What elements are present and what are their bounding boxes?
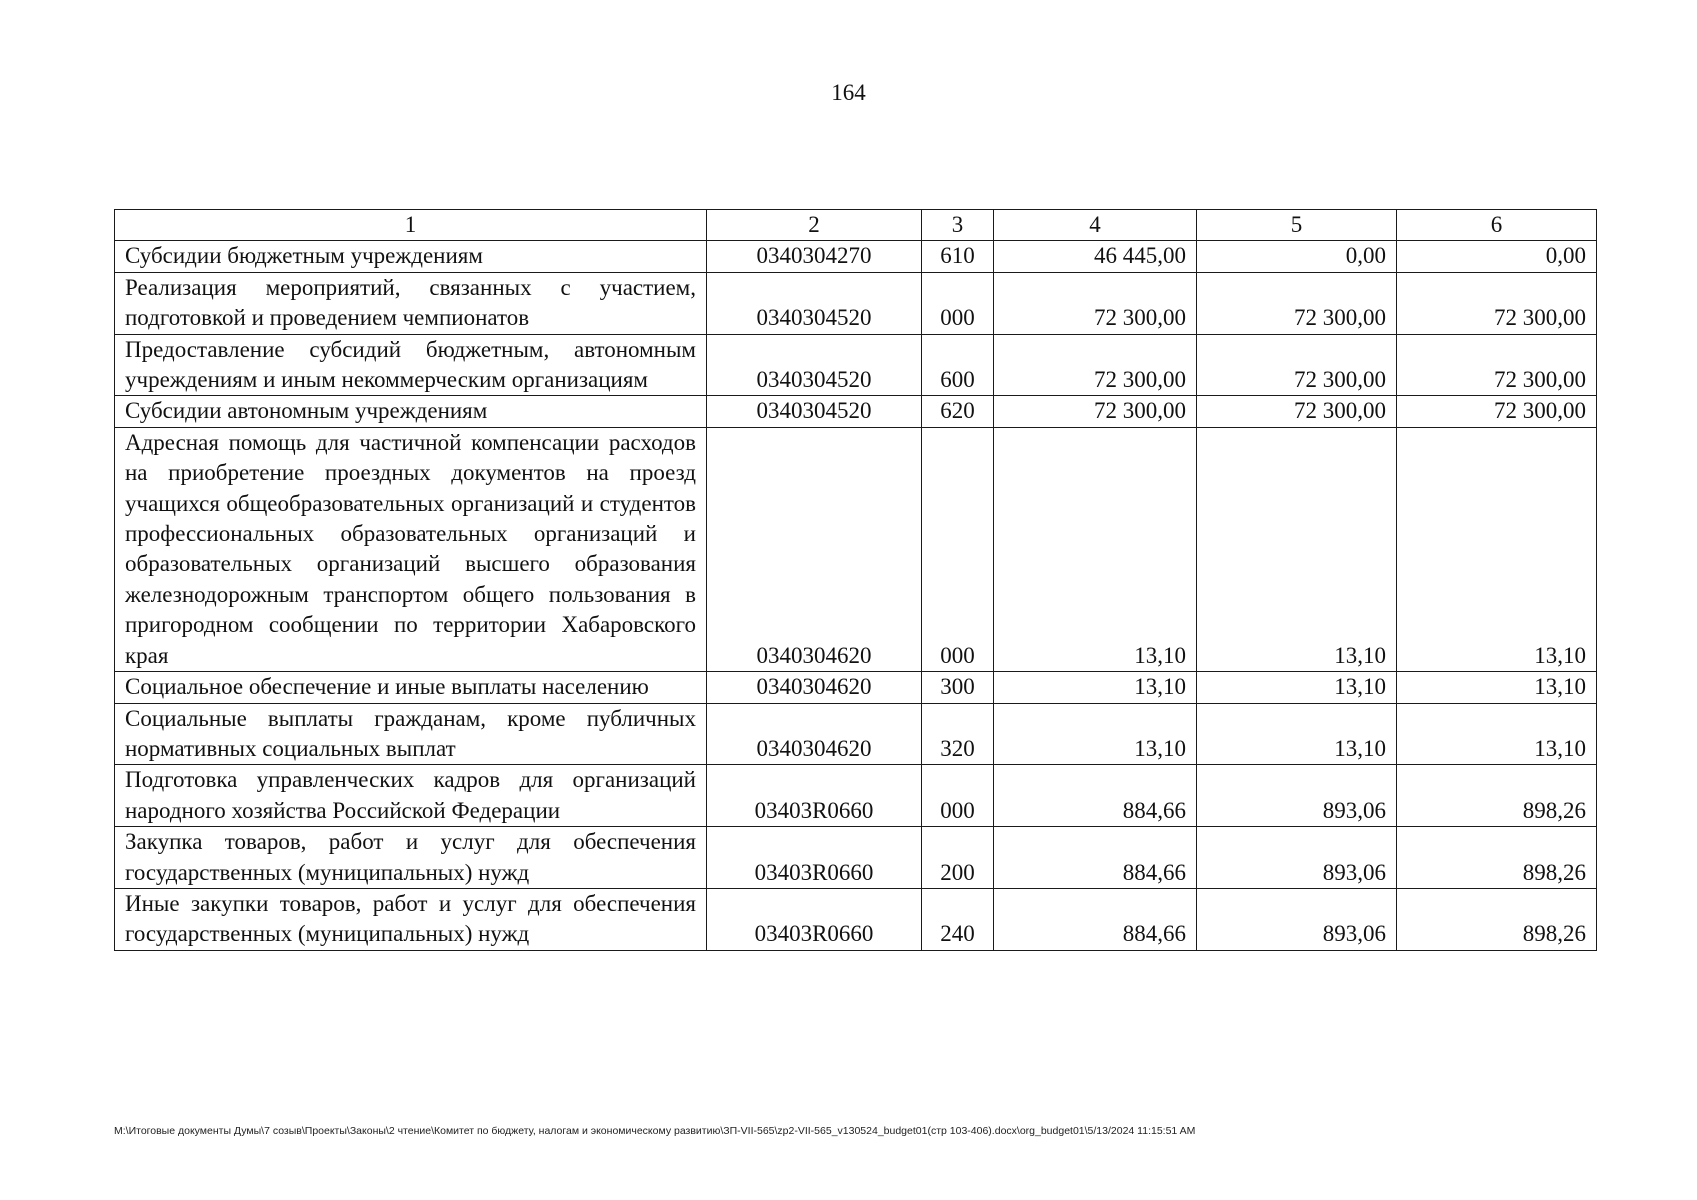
row-expense-type: 240 (922, 888, 994, 950)
row-amount-5: 72 300,00 (1197, 334, 1397, 396)
row-name: Социальные выплаты гражданам, кроме публичных нормативных социальных выплат (115, 703, 707, 765)
row-amount-6: 72 300,00 (1397, 334, 1597, 396)
row-expense-type: 600 (922, 334, 994, 396)
row-amount-6: 898,26 (1397, 765, 1597, 827)
row-amount-4: 13,10 (994, 427, 1197, 671)
row-target-code: 0340304620 (707, 427, 922, 671)
table-row (115, 241, 1597, 272)
row-amount-5: 13,10 (1197, 427, 1397, 671)
row-target-code: 03403R0660 (707, 827, 922, 889)
row-amount-4: 13,10 (994, 703, 1197, 765)
row-amount-6: 13,10 (1397, 703, 1597, 765)
row-amount-4: 72 300,00 (994, 396, 1197, 427)
row-expense-type: 200 (922, 827, 994, 889)
row-amount-6: 0,00 (1397, 241, 1597, 272)
table-row (115, 888, 1597, 950)
row-amount-4: 72 300,00 (994, 272, 1197, 334)
row-amount-5: 13,10 (1197, 672, 1397, 703)
row-amount-4: 884,66 (994, 765, 1197, 827)
document-file-path: M:\Итоговые документы Думы\7 созыв\Проекты\Законы\2 чтение\Комитет по бюджету, налогам и экономическому развитию\ЗП-VII-565\zp2-VII-565_v130524_budget01(стр 103-406).docx\org_budget01\5/13/2024 11:15:51 AM (114, 1125, 1196, 1137)
row-target-code: 0340304520 (707, 334, 922, 396)
row-name: Субсидии автономным учреждениям (115, 396, 707, 427)
row-target-code: 03403R0660 (707, 765, 922, 827)
row-expense-type: 320 (922, 703, 994, 765)
column-header: 6 (1397, 210, 1597, 241)
row-amount-4: 884,66 (994, 888, 1197, 950)
row-amount-5: 72 300,00 (1197, 272, 1397, 334)
table-row (115, 396, 1597, 427)
table-row (115, 334, 1597, 396)
row-name: Социальное обеспечение и иные выплаты населению (115, 672, 707, 703)
row-amount-4: 46 445,00 (994, 241, 1197, 272)
column-header: 5 (1197, 210, 1397, 241)
row-expense-type: 620 (922, 396, 994, 427)
row-target-code: 0340304620 (707, 703, 922, 765)
table-row (115, 765, 1597, 827)
row-amount-5: 893,06 (1197, 765, 1397, 827)
row-name: Реализация мероприятий, связанных с участием, подготовкой и проведением чемпионатов (115, 272, 707, 334)
row-target-code: 0340304520 (707, 396, 922, 427)
row-amount-5: 13,10 (1197, 703, 1397, 765)
row-target-code: 0340304520 (707, 272, 922, 334)
table-row (115, 272, 1597, 334)
row-name: Адресная помощь для частичной компенсации расходов на приобретение проездных документов на проезд учащихся общеобразовательных организаций и студентов профессиональных образовательных организаций и образовательных организаций высшего образования железнодорожным транспортом общего пользования в пригородном сообщении по территории Хабаровского края (115, 427, 707, 671)
row-expense-type: 000 (922, 272, 994, 334)
table-row (115, 427, 1597, 671)
row-name: Закупка товаров, работ и услуг для обеспечения государственных (муниципальных) нужд (115, 827, 707, 889)
row-expense-type: 000 (922, 765, 994, 827)
row-amount-6: 13,10 (1397, 427, 1597, 671)
row-amount-6: 13,10 (1397, 672, 1597, 703)
row-expense-type: 610 (922, 241, 994, 272)
table-row (115, 672, 1597, 703)
row-target-code: 0340304270 (707, 241, 922, 272)
row-expense-type: 300 (922, 672, 994, 703)
column-header: 1 (115, 210, 707, 241)
column-header: 3 (922, 210, 994, 241)
row-amount-4: 884,66 (994, 827, 1197, 889)
row-target-code: 03403R0660 (707, 888, 922, 950)
row-amount-5: 72 300,00 (1197, 396, 1397, 427)
column-header: 4 (994, 210, 1197, 241)
row-amount-4: 13,10 (994, 672, 1197, 703)
column-header: 2 (707, 210, 922, 241)
row-amount-4: 72 300,00 (994, 334, 1197, 396)
table-header-row (115, 210, 1597, 241)
row-amount-6: 898,26 (1397, 827, 1597, 889)
row-name: Субсидии бюджетным учреждениям (115, 241, 707, 272)
row-amount-6: 72 300,00 (1397, 396, 1597, 427)
table-row (115, 827, 1597, 889)
page-number: 164 (831, 80, 866, 105)
budget-table (114, 209, 1597, 951)
row-expense-type: 000 (922, 427, 994, 671)
row-name: Предоставление субсидий бюджетным, автономным учреждениям и иным некоммерческим организациям (115, 334, 707, 396)
row-target-code: 0340304620 (707, 672, 922, 703)
table-row (115, 703, 1597, 765)
row-amount-5: 893,06 (1197, 888, 1397, 950)
row-name: Подготовка управленческих кадров для организаций народного хозяйства Российской Федерации (115, 765, 707, 827)
row-name: Иные закупки товаров, работ и услуг для обеспечения государственных (муниципальных) нужд (115, 888, 707, 950)
row-amount-5: 893,06 (1197, 827, 1397, 889)
row-amount-6: 72 300,00 (1397, 272, 1597, 334)
row-amount-5: 0,00 (1197, 241, 1397, 272)
row-amount-6: 898,26 (1397, 888, 1597, 950)
